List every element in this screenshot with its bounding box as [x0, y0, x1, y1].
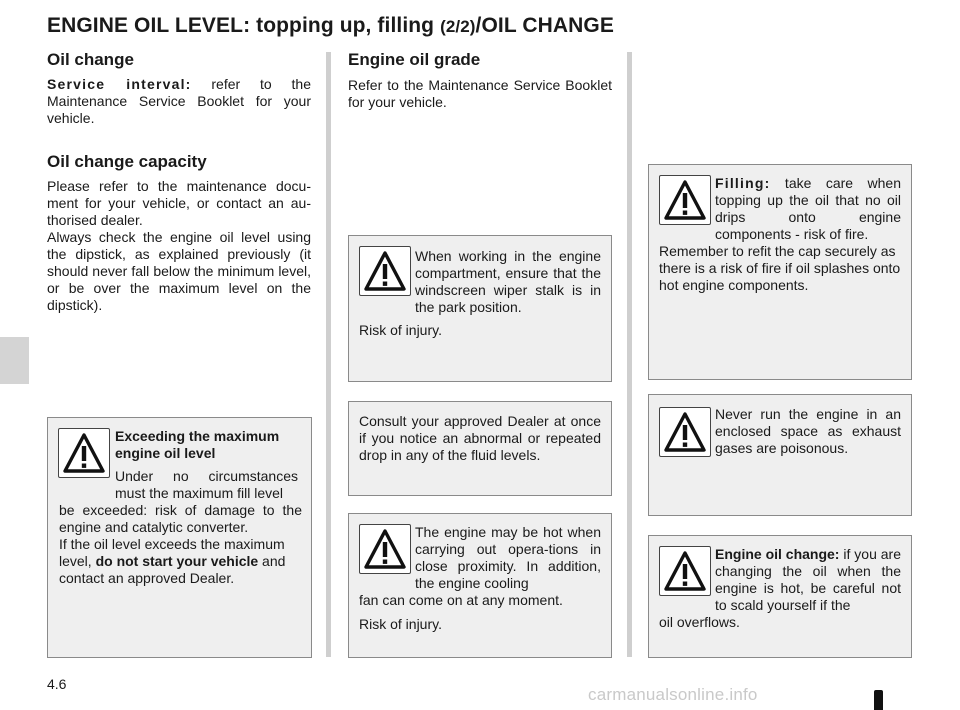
max-oil-line2-end: and contact an approved Dealer. — [59, 553, 286, 586]
dealer-note-box — [348, 401, 612, 496]
oil-grade-paragraph: Refer to the Maintenance Service Booklet for your vehicle. — [348, 77, 612, 110]
page-number: 4.6 — [47, 676, 67, 692]
warning-wiper-risk: Risk of injury. — [359, 322, 442, 338]
title-tail: /OIL CHANGE — [475, 14, 614, 37]
warning-hot-engine-box — [348, 513, 612, 658]
warning-max-oil-intro: Under no circumstances must the maximum fill level — [115, 468, 298, 501]
oil-change-heading: Oil change — [47, 50, 134, 69]
oil-capacity-heading: Oil change capacity — [47, 152, 207, 171]
warning-triangle-icon — [659, 407, 711, 457]
warning-triangle-icon — [58, 428, 110, 478]
warning-max-oil-rest: be exceeded: risk of damage to the engine and catalytic converter. — [59, 502, 302, 535]
warning-oil-change-box — [648, 535, 912, 658]
warning-max-oil-box — [47, 417, 312, 658]
warning-max-oil-body — [59, 502, 302, 587]
warning-triangle-icon — [359, 524, 411, 574]
corner-mark — [874, 690, 883, 710]
warning-wiper-box — [348, 235, 612, 382]
warning-exhaust-text: Never run the engine in an enclosed space as exhaust gases are poisonous. — [715, 406, 901, 456]
title-main: ENGINE OIL LEVEL: topping up, filling — [47, 14, 441, 37]
oil-grade-heading: Engine oil grade — [348, 50, 481, 69]
warning-triangle-icon — [659, 546, 711, 596]
warning-max-oil-title: Exceeding the maximum engine oil level — [115, 428, 280, 461]
warning-max-oil-top — [115, 428, 298, 502]
warning-filling-rest: Remember to refit the cap securely as there is a risk of fire if oil splashes onto hot engine components. — [659, 243, 901, 293]
service-interval-label: Service interval: — [47, 76, 192, 92]
warning-hot-engine-body — [359, 592, 601, 633]
oil-capacity-paragraph — [47, 178, 311, 314]
warning-hot-engine-risk: Risk of injury. — [359, 616, 442, 632]
watermark: carmanualsonline.info — [588, 685, 758, 704]
column-divider-right — [627, 52, 632, 657]
column-divider-left — [326, 52, 331, 657]
filling-label: Filling: — [715, 175, 771, 191]
warning-hot-engine-rest: fan can come on at any moment. — [359, 592, 563, 608]
title-part: (2/2) — [440, 17, 476, 36]
section-tab — [0, 337, 29, 384]
warning-triangle-icon — [659, 175, 711, 225]
page-title — [47, 14, 614, 38]
do-not-start-text: do not start your vehicle — [95, 553, 259, 569]
max-oil-line2-text: If the oil level exceeds the maximum level, — [59, 536, 285, 569]
service-interval-text: refer to the Maintenance Service Booklet for your vehicle. — [47, 76, 311, 126]
capacity-text-1: Please refer to the maintenance docu-ment for your vehicle, or contact an au-thorised dealer. — [47, 178, 311, 228]
capacity-text-2: Always check the engine oil level using the dipstick, as explained previously (it should never fall below the minimum level, or be over the maximum level on the dipstick). — [47, 229, 311, 313]
warning-oil-change-rest: oil overflows. — [659, 614, 740, 630]
warning-wiper-text: When working in the engine compartment, ensure that the windscreen wiper stalk is in the park position. — [415, 248, 601, 315]
warning-triangle-icon — [359, 246, 411, 296]
warning-hot-engine-text: The engine may be hot when carrying out opera-tions in close proximity. In addition, the engine cooling — [415, 524, 601, 591]
oil-change-label: Engine oil change: — [715, 546, 840, 562]
warning-exhaust-box — [648, 394, 912, 516]
warning-filling-top — [715, 175, 901, 243]
oil-change-warning-text: if you are changing the oil when the engine is hot, be careful not to scald yourself if the — [715, 546, 901, 613]
service-interval-paragraph — [47, 76, 311, 127]
warning-oil-change-top — [715, 546, 901, 614]
dealer-note-text: Consult your approved Dealer at once if you notice an abnormal or repeated drop in any of the fluid levels. — [359, 413, 601, 463]
warning-filling-box — [648, 164, 912, 380]
warning-max-oil-line2 — [59, 536, 302, 587]
filling-text: take care when topping up the oil that no oil drips onto engine components - risk of fire. — [715, 175, 901, 242]
